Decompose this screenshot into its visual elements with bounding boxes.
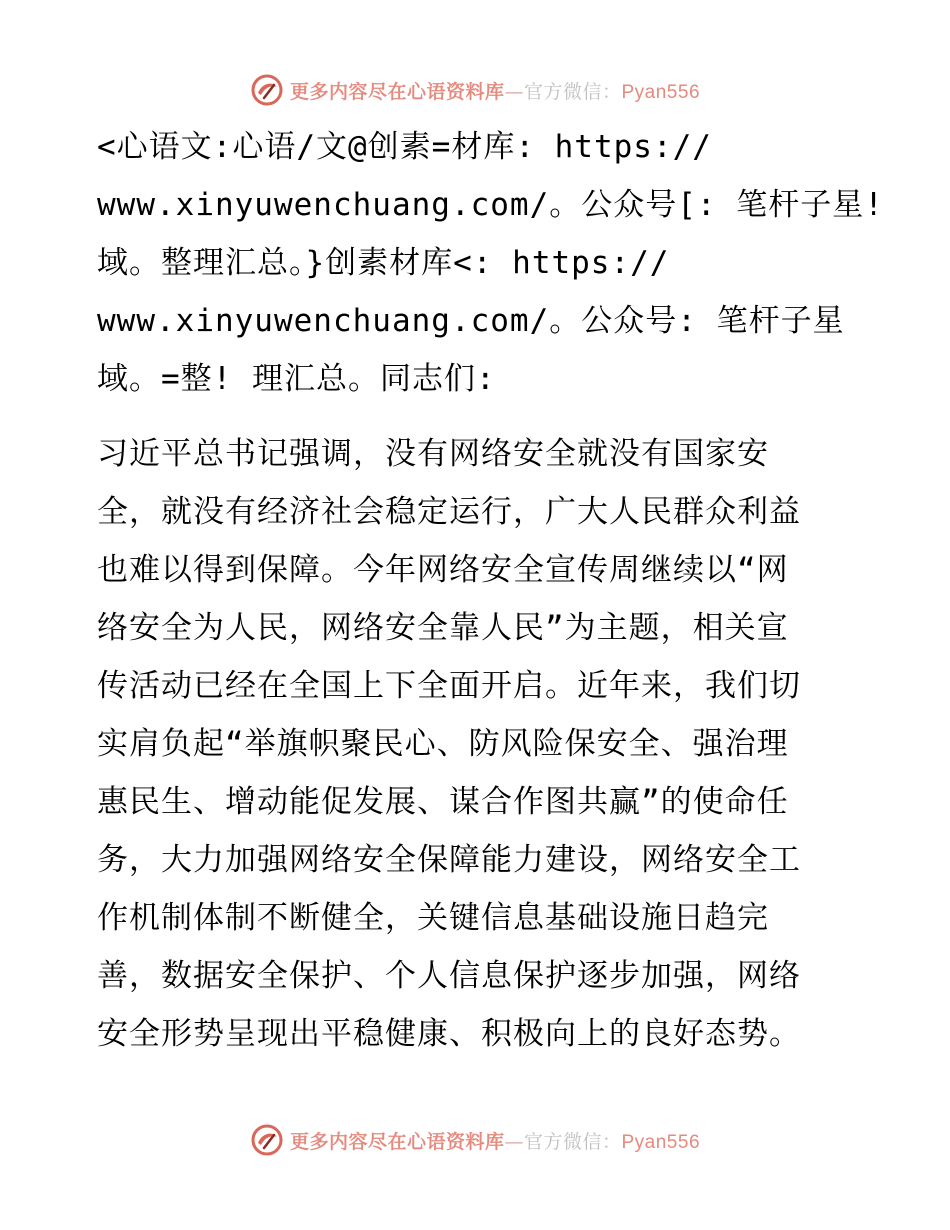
body-line: 传活动已经在全国上下全面开启。近年来，我们切 <box>97 668 801 704</box>
intro-line: www.xinyuwenchuang.com/。公众号: 笔杆子星 <box>97 303 845 339</box>
body-line: 作机制体制不断健全，关键信息基础设施日趋完 <box>97 900 769 936</box>
body-line: 也难以得到保障。今年网络安全宣传周继续以“网 <box>97 552 789 588</box>
watermark-wechat-id: Pyan556 <box>621 1131 701 1153</box>
body-line: 习近平总书记强调，没有网络安全就没有国家安 <box>97 436 769 472</box>
intro-line: 域。=整! 理汇总。同志们: <box>97 361 496 397</box>
watermark-label: 官方微信： <box>523 80 622 103</box>
body-line: 实肩负起“举旗帜聚民心、防风险保安全、强治理 <box>97 726 789 762</box>
brand-logo-icon <box>250 73 284 107</box>
body-line: 善，数据安全保护、个人信息保护逐步加强，网络 <box>97 958 801 994</box>
intro-line: www.xinyuwenchuang.com/。公众号[: 笔杆子星! <box>97 187 884 223</box>
watermark-label: 官方微信： <box>523 1130 622 1153</box>
watermark-slogan: 更多内容尽在心语资料库 <box>289 1130 505 1153</box>
intro-line: <心语文:心语/文@创素=材库: https:// <box>97 129 712 165</box>
watermark-separator: — <box>504 80 524 103</box>
body-line: 务，大力加强网络安全保障能力建设，网络安全工 <box>97 842 801 878</box>
watermark-text <box>290 77 700 104</box>
header-watermark <box>0 70 950 110</box>
intro-line: 域。整理汇总。}创素材库<: https:// <box>97 245 670 281</box>
body-paragraph <box>97 425 857 1063</box>
body-line: 安全形势呈现出平稳健康、积极向上的良好态势。 <box>97 1016 801 1052</box>
body-line: 惠民生、增动能促发展、谋合作图共赢”的使命任 <box>97 784 789 820</box>
body-line: 全，就没有经济社会稳定运行，广大人民群众利益 <box>97 494 801 530</box>
body-line: 络安全为人民，网络安全靠人民”为主题，相关宣 <box>97 610 789 646</box>
brand-logo-icon <box>250 1123 284 1157</box>
footer-watermark <box>0 1120 950 1160</box>
watermark-text <box>290 1127 700 1154</box>
watermark-separator: — <box>504 1130 524 1153</box>
intro-paragraph <box>97 118 884 408</box>
watermark-slogan: 更多内容尽在心语资料库 <box>289 80 505 103</box>
watermark-wechat-id: Pyan556 <box>621 81 701 103</box>
